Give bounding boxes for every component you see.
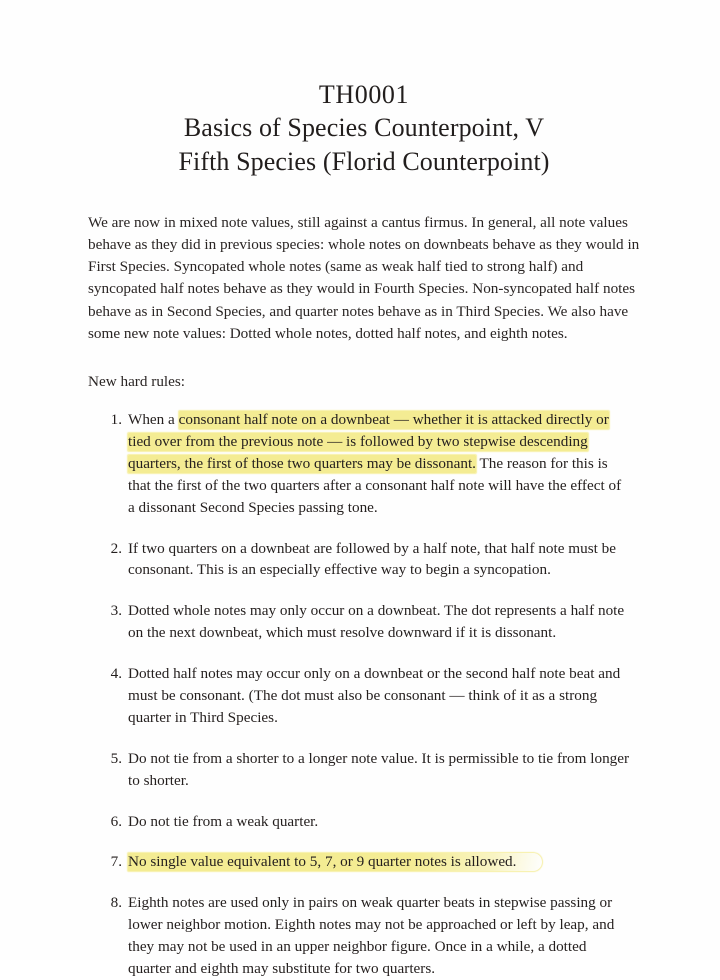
rule-line [128,851,640,873]
rule-item [88,600,640,644]
rule-text: must be consonant. (The dot must also be consonant — think of it as a strong [128,687,598,705]
rule-number: 6. [110,812,122,830]
rule-text: to shorter. [128,771,189,789]
highlighted-text: consonant half note on a downbeat — whether it is attacked directly or [178,411,609,429]
rule-number: 8. [110,894,122,912]
highlighted-text: tied over from the previous note — is followed by two stepwise descending [128,433,588,450]
rule-line [128,748,640,770]
rule-item [88,538,640,582]
intro-line: syncopated half notes behave as they would in Fourth Species. Non-syncopated half notes [88,280,636,298]
rule-line [128,663,640,685]
rule-text: a dissonant Second Species passing tone. [128,498,378,516]
highlighted-text: quarters, the first of those two quarters may be dissonant. [128,454,476,472]
rule-item [88,851,640,873]
rule-line [128,707,640,729]
rule-text: Eighth notes are used only in pairs on weak quarter beats in stepwise passing or [128,894,613,912]
rule-line [128,600,640,622]
rule-line [128,958,640,980]
document-content [88,78,640,980]
rule-text: that the first of the two quarters after a consonant half note will have the effect of [128,476,622,494]
rule-text: Do not tie from a weak quarter. [128,812,319,830]
rule-line [128,497,640,519]
rule-line [128,559,640,581]
rule-item [88,663,640,729]
rule-text: Do not tie from a shorter to a longer note value. It is permissible to tie from longer [128,749,630,767]
rule-number: 7. [110,853,122,871]
rule-item [88,748,640,792]
rules-heading: New hard rules: [88,372,185,390]
intro-paragraph [88,212,640,345]
rule-line [128,892,640,914]
course-code: TH0001 [318,80,410,109]
rule-text: quarter in Third Species. [128,708,278,726]
document-subtitle: Fifth Species (Florid Counterpoint) [178,146,550,176]
rule-number: 2. [110,539,122,557]
rule-text: quarter and eighth may substitute for two quarters. [128,960,436,978]
rule-line [128,936,640,958]
rule-number: 3. [110,602,122,620]
rule-line [128,914,640,936]
document-title: Basics of Species Counterpoint, V [183,113,545,143]
rule-text: Dotted half notes may occur only on a downbeat or the second half note beat and [128,665,621,683]
intro-line: behave as in Second Species, and quarter notes behave as in Third Species. We also have [88,302,629,320]
rule-number: 4. [110,665,122,683]
rule-line [128,811,640,833]
rule-number: 1. [110,411,122,429]
rule-line [128,622,640,644]
rule-item [88,409,640,518]
highlighted-text: No single value equivalent to 5, 7, or 9 quarter notes is allowed. [128,853,542,871]
intro-line: behave as they did in previous species: whole notes on downbeats behave as they would in [88,235,640,253]
rule-item [88,892,640,980]
rule-number: 5. [110,749,122,767]
rule-line [128,431,640,453]
rule-text: on the next downbeat, which must resolve downward if it is dissonant. [128,624,557,642]
rule-line [128,409,640,431]
rules-list [88,409,640,980]
document-title-block [88,78,640,178]
rule-line [128,453,640,475]
rule-text: consonant. This is an especially effective way to begin a syncopation. [128,561,551,579]
intro-line: First Species. Syncopated whole notes (same as weak half tied to strong half) and [88,258,584,276]
rule-text: If two quarters on a downbeat are followed by a half note, that half note must be [128,539,616,557]
intro-line: some new note values: Dotted whole notes, dotted half notes, and eighth notes. [88,324,568,342]
rule-text: lower neighbor motion. Eighth notes may not be approached or left by leap, and [128,916,615,934]
rule-line [128,475,640,497]
rule-item [88,811,640,833]
rule-text: When a [128,411,179,429]
rule-line [128,538,640,560]
rule-line [128,685,640,707]
rule-text: The reason for this is [475,454,608,472]
rule-text: they may not be used in an upper neighbor figure. Once in a while, a dotted [128,938,587,956]
rule-text: Dotted whole notes may only occur on a downbeat. The dot represents a half note [128,602,625,620]
rule-line [128,770,640,792]
intro-line: We are now in mixed note values, still against a cantus firmus. In general, all note values [88,213,628,231]
